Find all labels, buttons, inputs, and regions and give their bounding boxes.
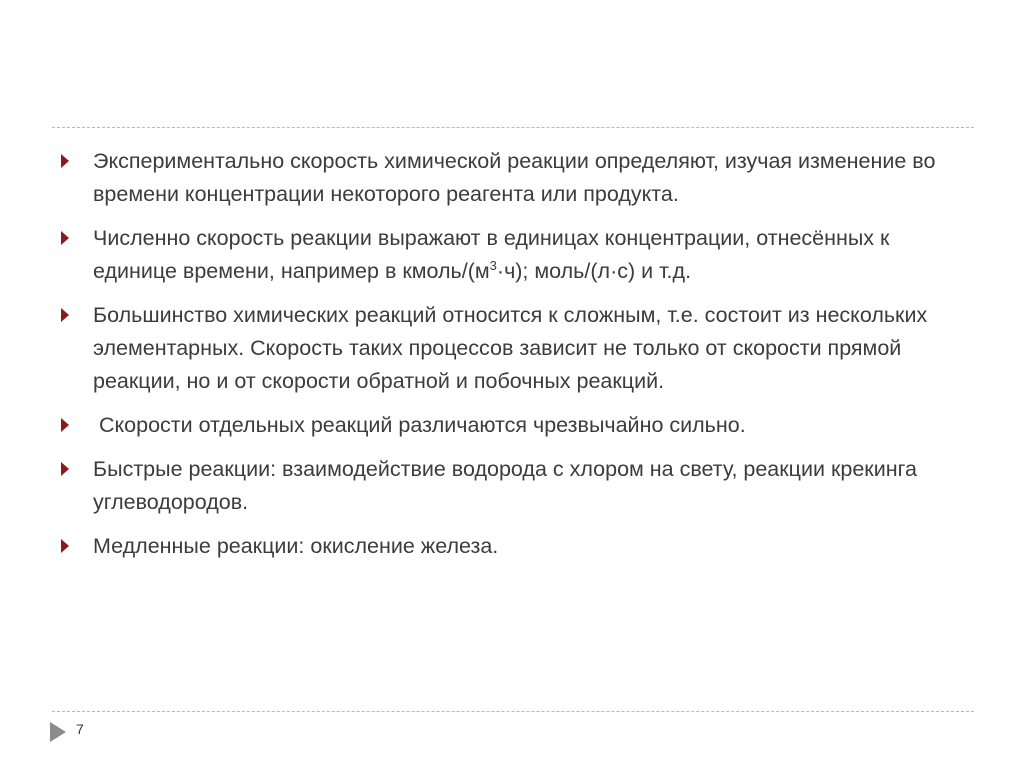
bottom-divider bbox=[52, 711, 974, 712]
triangle-bullet-icon bbox=[60, 307, 70, 323]
triangle-bullet-icon bbox=[60, 153, 70, 169]
top-divider bbox=[52, 127, 974, 128]
list-item bbox=[60, 145, 972, 211]
triangle-bullet-icon bbox=[60, 230, 70, 246]
list-item bbox=[60, 409, 972, 442]
triangle-arrow-icon bbox=[48, 721, 68, 743]
bullet-text: Экспериментально скорость химической реакции определяют, изучая изменение во времени концентрации некоторого реагента или продукта. bbox=[93, 149, 936, 206]
bullet-text bbox=[93, 226, 889, 283]
page-number: 7 bbox=[76, 721, 84, 737]
bullet-text: Скорости отдельных реакций различаются чрезвычайно сильно. bbox=[93, 413, 746, 437]
triangle-bullet-icon bbox=[60, 461, 70, 477]
bullet-text-part: ·ч); моль/(л·с) и т.д. bbox=[496, 259, 692, 283]
bullet-text: Медленные реакции: окисление железа. bbox=[93, 534, 499, 558]
list-item bbox=[60, 299, 972, 398]
list-item bbox=[60, 222, 972, 288]
bullet-list bbox=[60, 145, 972, 574]
bullet-text: Большинство химических реакций относится к сложным, т.е. состоит из нескольких элементарных. Скорость таких процессов зависит не только от скорости прямой реакции, но и от скорости обратной и побочных реакций. bbox=[93, 303, 928, 393]
triangle-bullet-icon bbox=[60, 538, 70, 554]
bullet-text-part: Численно скорость реакции выражают в единицах концентрации, отнесённых к единице времени, например в кмоль/(м bbox=[93, 226, 890, 283]
bullet-text: Быстрые реакции: взаимодействие водорода с хлором на свету, реакции крекинга углеводородов. bbox=[93, 457, 917, 514]
triangle-bullet-icon bbox=[60, 417, 70, 433]
list-item bbox=[60, 530, 972, 563]
superscript: 3 bbox=[489, 258, 497, 273]
list-item bbox=[60, 453, 972, 519]
